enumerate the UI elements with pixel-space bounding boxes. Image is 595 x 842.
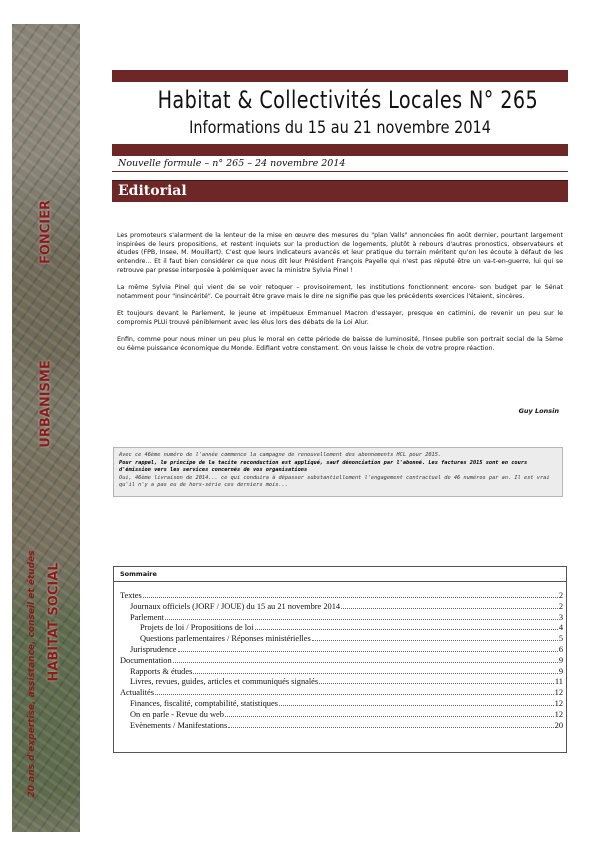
toc-leader-dots bbox=[143, 591, 558, 598]
toc-entry-page: 20 bbox=[554, 720, 563, 730]
toc-entry[interactable] bbox=[120, 602, 563, 613]
toc-entry-page: 11 bbox=[554, 677, 563, 687]
toc-entry[interactable] bbox=[120, 623, 563, 634]
editorial-body bbox=[117, 232, 563, 362]
toc-leader-dots bbox=[225, 710, 554, 717]
editorial-paragraph: La même Sylvia Pinel qui vient de se voir retoquer – provisoirement, les institutions fonctionnent encore- son budget par le Sénat notamment pour "insincérité". Ce pourrait être grave mais le dire ne signifie pas que les précédents exercices l'étaient, sincères. bbox=[117, 284, 563, 300]
toc-entry[interactable] bbox=[120, 699, 563, 710]
toc-entry-label: Rapports & études bbox=[130, 666, 193, 676]
toc-leader-dots bbox=[319, 677, 554, 684]
sidebar-label-urbanisme: URBANISME bbox=[38, 360, 54, 448]
toc-entry-label: Projets de loi / Propositions de loi bbox=[140, 623, 254, 633]
toc-entry-page: 12 bbox=[554, 709, 563, 719]
toc-entry-label: Jurisprudence bbox=[130, 644, 177, 654]
toc-entry-label: Actualités bbox=[120, 688, 154, 698]
notice-line-bold: Pour rappel, le principe de la tacite reconduction est appliqué, sauf dénonciation par l'abonné. Les factures 2015 sont en cours d'émission vers les services concernés de vos organisations bbox=[119, 459, 528, 474]
toc-entry-label: Journaux officiels (JORF / JOUE) du 15 au 21 novembre 2014 bbox=[130, 601, 341, 611]
toc-entry-label: Questions parlementaires / Réponses ministérielles bbox=[140, 634, 311, 644]
toc-entry-page: 4 bbox=[558, 623, 563, 633]
toc-entry-page: 9 bbox=[558, 655, 563, 665]
divider bbox=[112, 171, 568, 172]
toc-entry[interactable] bbox=[120, 721, 563, 732]
subscription-notice bbox=[113, 447, 563, 497]
toc-entry-label: Documentation bbox=[120, 655, 172, 665]
toc-leader-dots bbox=[178, 645, 558, 652]
header-top-rule bbox=[112, 70, 568, 82]
toc-entry[interactable] bbox=[120, 634, 563, 645]
editorial-signature: Guy Lonsin bbox=[518, 407, 559, 415]
toc-entry-label: Finances, fiscalité, comptabilité, statistiques bbox=[130, 698, 278, 708]
sidebar-tagline: 20 ans d'expertise, assistance, conseil et études bbox=[27, 550, 37, 798]
toc-leader-dots bbox=[255, 623, 558, 630]
toc-entry[interactable] bbox=[120, 656, 563, 667]
toc-entry-page: 9 bbox=[558, 666, 563, 676]
toc-entry[interactable] bbox=[120, 688, 563, 699]
toc-leader-dots bbox=[312, 634, 558, 641]
toc-leader-dots bbox=[155, 688, 554, 695]
toc-heading: Sommaire bbox=[114, 567, 566, 582]
toc-leader-dots bbox=[165, 613, 558, 620]
toc-leader-dots bbox=[193, 667, 557, 674]
sidebar-label-habitat-social: HABITAT SOCIAL bbox=[46, 562, 62, 682]
editorial-paragraph: Les promoteurs s'alarment de la lenteur de la mise en œuvre des mesures du "plan Valls" annoncées fin août dernier, pourtant largement inspirées de leurs propositions, et restent inquiets sur la production de logements, plutôt à rebours d'autres pronostics, observateurs et études (FPB, Insee, M. Mouillart). C'est que leurs indicateurs avancés et leur pratique du terrain méritent qu'on les écoute à défaut de les entendre... Et il faut bien considérer ce que nous dit leur Président François Payelle qui n'est pas réputé être un va-t-en-guerre, lui qui se retrouve par presse interposée à polémiquer avec la ministre Sylvia Pinel ! bbox=[117, 232, 563, 274]
notice-line: Oui, 46ème livraison de 2014... ce qui conduira à dépasser substantiellement l'engagement contractuel de 46 numéros par an. Il est vrai qu'il n'y a pas eu de hors-série ces derniers mois... bbox=[119, 474, 550, 489]
toc-entry-label: Textes bbox=[120, 591, 142, 600]
toc-entry-label: Evènements / Manifestations bbox=[130, 720, 228, 730]
sidebar-label-foncier: FONCIER bbox=[38, 199, 54, 265]
toc-entry-page: 5 bbox=[558, 634, 563, 644]
toc-leader-dots bbox=[279, 699, 554, 706]
aerial-photo-strip bbox=[12, 24, 80, 832]
toc-entry-page: 12 bbox=[554, 698, 563, 708]
toc-entry-page: 6 bbox=[558, 644, 563, 654]
toc-entry[interactable] bbox=[120, 645, 563, 656]
toc-entry[interactable] bbox=[120, 710, 563, 721]
editorial-paragraph: Enfin, comme pour nous miner un peu plus le moral en cette période de baisse de luminosité, l'Insee publie son portrait social de la 5ème ou 6ème puissance économique du Monde. Edifiant votre constament. On vous laisse le choix de votre propre réaction. bbox=[117, 335, 563, 352]
header-bottom-rule bbox=[112, 144, 568, 156]
toc-entry[interactable] bbox=[120, 613, 563, 624]
toc-entry-page: 3 bbox=[558, 612, 563, 622]
toc-entry[interactable] bbox=[120, 667, 563, 678]
page-title: Habitat & Collectivités Locales N° 265 bbox=[157, 86, 539, 114]
toc-entry[interactable] bbox=[120, 591, 563, 602]
toc-entry-label: Livres, revues, guides, articles et communiqués signalés bbox=[130, 677, 319, 687]
toc-list bbox=[120, 591, 563, 731]
toc-entry-page: 12 bbox=[554, 688, 563, 698]
editorial-heading-bar bbox=[112, 180, 568, 202]
toc-leader-dots bbox=[341, 602, 558, 609]
toc-entry-label: Parlement bbox=[130, 612, 164, 622]
toc-entry-page: 2 bbox=[558, 601, 563, 611]
toc-entry-page: 2 bbox=[558, 591, 563, 600]
notice-line: Avec ce 46ème numéro de l'année commence la campagne de renouvellement des abonnements HCL pour 2015. bbox=[119, 452, 442, 458]
table-of-contents bbox=[113, 566, 567, 753]
toc-entry-label: On en parle - Revue du web bbox=[130, 709, 224, 719]
editorial-heading: Editorial bbox=[118, 183, 187, 199]
editorial-paragraph: Et toujours devant le Parlement, le jeune et impétueux Emmanuel Macron d'essayer, presque en catimini, de revenir un peu sur le compromis PLUi trouvé péniblement avec les élus lors des débats de la Loi Alur. bbox=[117, 309, 563, 326]
toc-leader-dots bbox=[173, 656, 558, 663]
page-subtitle: Informations du 15 au 21 novembre 2014 bbox=[189, 118, 491, 138]
issue-info: Nouvelle formule – n° 265 – 24 novembre 2014 bbox=[118, 158, 346, 169]
toc-entry[interactable] bbox=[120, 677, 563, 688]
toc-leader-dots bbox=[228, 721, 553, 728]
